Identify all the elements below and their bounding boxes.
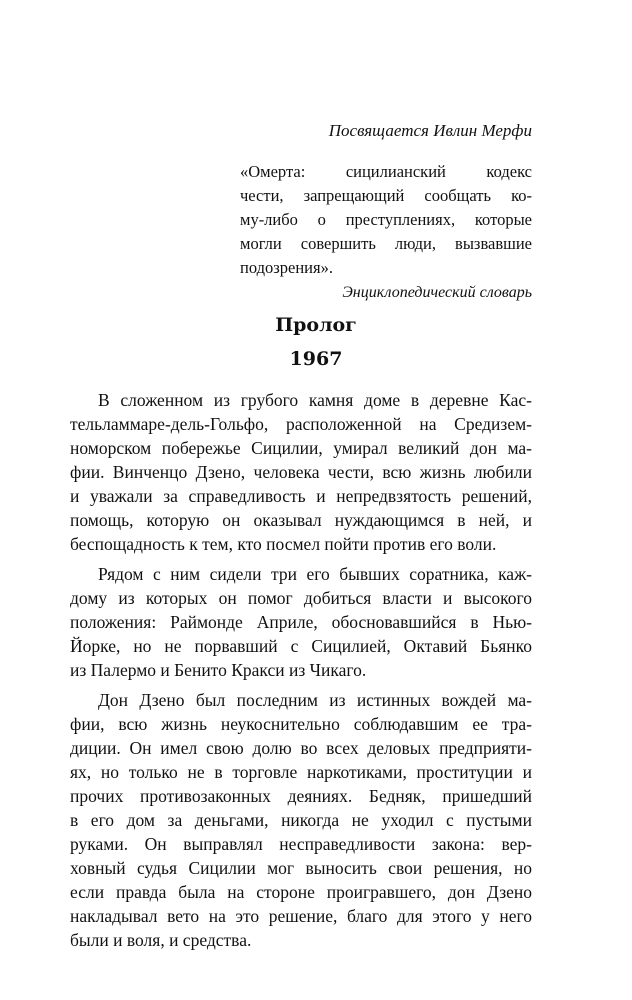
- text-line: номорском побережье Сицилии, умирал великий дон ма-: [70, 438, 532, 458]
- text-line: диции. Он имел свою долю во всех деловых предприяти-: [70, 738, 532, 758]
- epigraph-line: подозрения».: [240, 258, 333, 277]
- text-line: и уважали за справедливость и непредвзятость решений,: [70, 486, 532, 506]
- text-line: накладывал вето на это решение, благо для этого у него: [70, 906, 532, 926]
- epigraph-source: Энциклопедический словарь: [342, 284, 532, 301]
- text-line: В сложенном из грубого камня доме в деревне Кас-: [98, 390, 532, 410]
- text-line: из Палермо и Бенито Кракси из Чикаго.: [70, 660, 367, 680]
- epigraph-line: могли совершить люди, вызвавшие: [240, 234, 532, 253]
- paragraph: [70, 688, 532, 952]
- text-line: ховный судья Сицилии мог выносить свои решения, но: [70, 858, 532, 878]
- text-line: помощь, которую он оказывал нуждающимся в ней, и: [70, 510, 532, 530]
- epigraph: [240, 160, 532, 304]
- epigraph-line: чести, запрещающий сообщать ко-: [240, 186, 532, 205]
- text-line: дому из которых он помог добиться власти и высокого: [70, 588, 532, 608]
- text-line: если правда была на стороне проигравшего, дон Дзено: [70, 882, 532, 902]
- text-line: руками. Он выправлял несправедливости закона: вер-: [70, 834, 532, 854]
- text-line: тельламмаре-дель-Гольфо, расположенной на Средизем-: [70, 414, 532, 434]
- text-line: Рядом с ним сидели три его бывших соратника, каж-: [98, 564, 532, 584]
- text-line: прочих противозаконных деяниях. Бедняк, пришедший: [70, 786, 532, 806]
- chapter-title: Пролог: [275, 314, 357, 336]
- chapter-year: 1967: [289, 348, 343, 370]
- text-line: Йорке, но не порвавший с Сицилией, Октавий Бьянко: [70, 636, 532, 656]
- dedication: Посвящается Ивлин Мерфи: [328, 121, 532, 140]
- text-line: фии, всю жизнь неукоснительно соблюдавшим ее тра-: [70, 714, 532, 734]
- text-line: были и воля, и средства.: [70, 930, 252, 950]
- text-line: беспощадность к тем, кто посмел пойти против его воли.: [70, 534, 497, 554]
- epigraph-line: му-либо о преступлениях, которые: [240, 210, 532, 229]
- epigraph-line: «Омерта: сицилианский кодекс: [240, 162, 532, 181]
- text-line: Дон Дзено был последним из истинных вождей ма-: [98, 690, 532, 710]
- text-line: положения: Раймонде Априле, обосновавшийся в Нью-: [70, 612, 532, 632]
- paragraph: [70, 562, 532, 682]
- chapter-body: [70, 388, 532, 958]
- text-line: фии. Винченцо Дзено, человека чести, всю жизнь любили: [70, 462, 532, 482]
- paragraph: [70, 388, 532, 556]
- text-line: в его дом за деньгами, никогда не уходил с пустыми: [70, 810, 532, 830]
- text-line: ях, но только не в торговле наркотиками, проституции и: [70, 762, 532, 782]
